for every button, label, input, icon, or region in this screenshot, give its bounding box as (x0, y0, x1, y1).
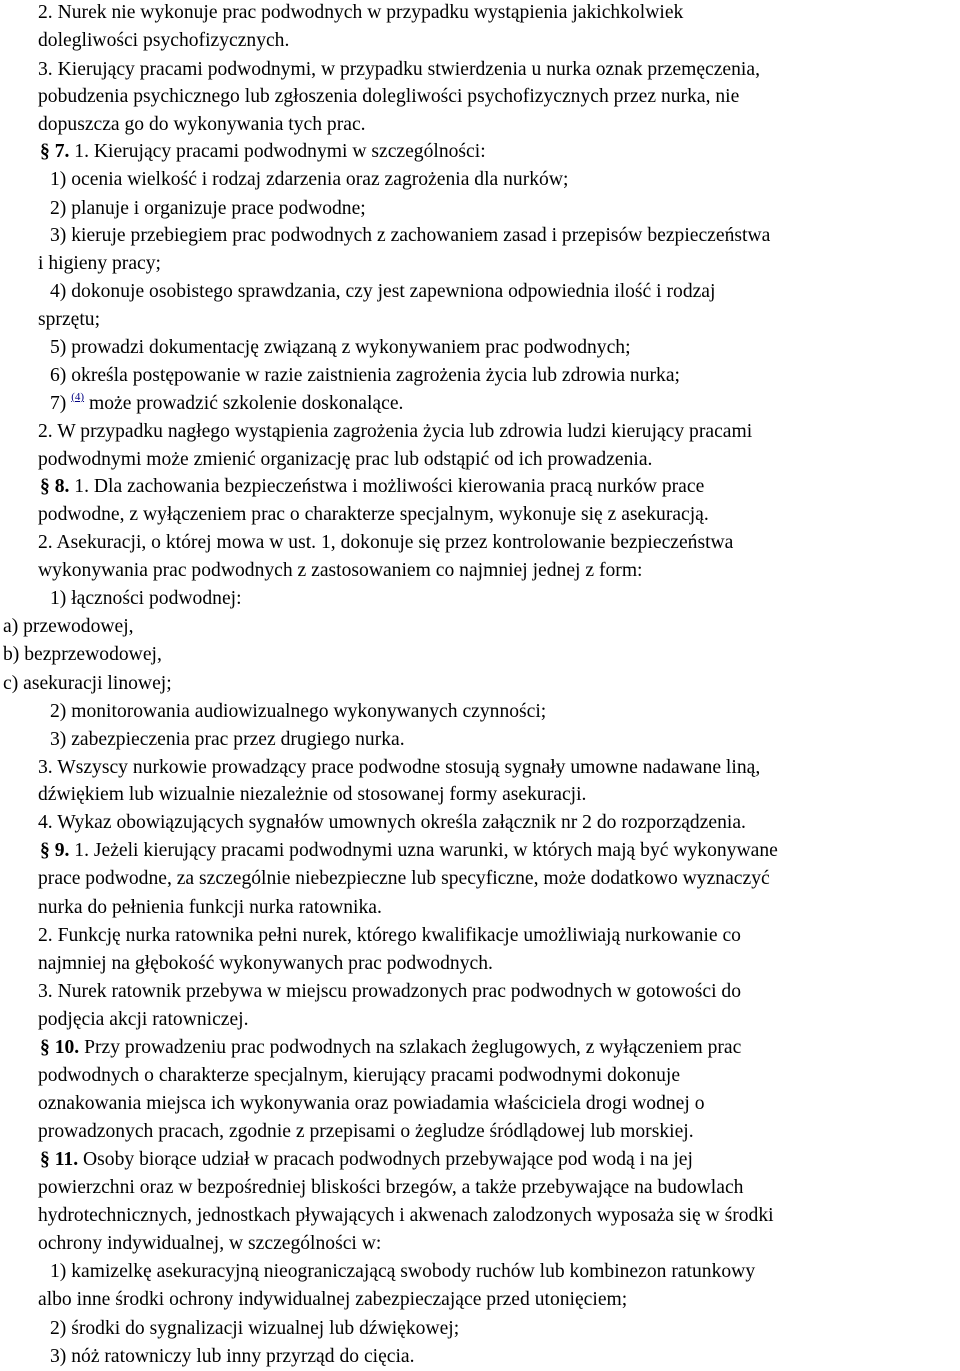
text-line (40, 1034, 741, 1062)
text-segment: 1. Dla zachowania bezpieczeństwa i możliwości kierowania pracą nurków prace (74, 476, 705, 497)
text-line (38, 1174, 743, 1202)
text-line (38, 865, 770, 893)
text-segment: hydrotechnicznych, jednostkach pływających i akwenach zalodzonych wyposaża się w środki (38, 1205, 774, 1226)
text-line (38, 978, 741, 1006)
text-segment: 1) kamizelkę asekuracyjną nieograniczającą swobody ruchów lub kombinezon ratunkowy (50, 1261, 756, 1282)
text-segment: 2) monitorowania audiowizualnego wykonywanych czynności; (50, 701, 547, 722)
text-segment: dolegliwości psychofizycznych. (38, 30, 290, 51)
text-segment: wykonywania prac podwodnych z zastosowaniem co najmniej jednej z form: (38, 560, 643, 581)
text-segment: nurka do pełnienia funkcji nurka ratownika. (38, 897, 382, 918)
text-segment: 3. Nurek ratownik przebywa w miejscu prowadzonych prac podwodnych w gotowości do (38, 981, 742, 1002)
text-segment: 1. Jeżeli kierujący pracami podwodnymi uzna warunki, w których mają być wykonywane (74, 840, 778, 861)
text-segment: pobudzenia psychicznego lub zgłoszenia dolegliwości psychofizycznych przez nurka, nie (38, 86, 740, 107)
text-line (50, 698, 546, 726)
text-segment: dopuszcza go do wykonywania tych prac. (38, 114, 366, 135)
text-line (50, 1315, 459, 1343)
text-segment: 5) prowadzi dokumentację związaną z wykonywaniem prac podwodnych; (50, 337, 631, 358)
text-segment: 2) środki do sygnalizacji wizualnej lub dźwiękowej; (50, 1318, 460, 1339)
text-line (38, 922, 741, 950)
text-segment: podjęcia akcji ratowniczej. (38, 1009, 249, 1030)
text-segment: 7) (50, 393, 72, 414)
text-segment: 4. Wykaz obowiązujących sygnałów umownych określa załącznik nr 2 do rozporządzenia. (38, 812, 746, 833)
text-line (38, 1118, 694, 1146)
text-line (38, 306, 100, 334)
text-segment: dźwiękiem lub wizualnie niezależnie od stosowanej formy asekuracji. (38, 784, 587, 805)
text-segment: albo inne środki ochrony indywidualnej zabezpieczające przed utonięciem; (38, 1289, 628, 1310)
text-line (38, 1006, 249, 1034)
text-line (38, 529, 733, 557)
text-segment: 2. W przypadku nagłego wystąpienia zagrożenia życia lub zdrowia ludzi kierujący pracami (38, 421, 753, 442)
text-segment: c) asekuracji linowej; (3, 673, 172, 694)
section-number: § 11. (40, 1149, 84, 1170)
text-segment: podwodne, z wyłączeniem prac o charakterze specjalnym, wykonuje się z asekuracją. (38, 504, 709, 525)
text-segment: 3) zabezpieczenia prac przez drugiego nurka. (50, 729, 405, 750)
text-segment: 2. Funkcję nurka ratownika pełni nurek, którego kwalifikacje umożliwiają nurkowanie co (38, 925, 741, 946)
text-segment: oznakowania miejsca ich wykonywania oraz powiadamia właściciela drogi wodnej o (38, 1093, 705, 1114)
text-line (38, 1090, 705, 1118)
text-line (38, 950, 493, 978)
text-segment: prowadzonych pracach, zgodnie z przepisami o żegludze śródlądowej lub morskiej. (38, 1121, 694, 1142)
text-segment: 1) ocenia wielkość i rodzaj zdarzenia oraz zagrożenia dla nurków; (50, 169, 569, 190)
text-segment: ochrony indywidualnej, w szczególności w: (38, 1233, 382, 1254)
text-line (38, 1062, 680, 1090)
section-number: § 8. (40, 476, 75, 497)
text-segment: może prowadzić szkolenie doskonalące. (84, 393, 404, 414)
text-segment: 4) dokonuje osobistego sprawdzania, czy jest zapewniona odpowiednia ilość i rodzaj (50, 281, 716, 302)
text-line (3, 613, 134, 641)
text-line (50, 166, 568, 194)
text-segment: prace podwodne, za szczególnie niebezpieczne lub specyficzne, może dodatkowo wyznaczyć (38, 868, 770, 889)
text-line (50, 1258, 755, 1286)
text-segment: b) bezprzewodowej, (3, 644, 162, 665)
section-number: § 7. (40, 141, 75, 162)
text-segment: 2) planuje i organizuje prace podwodne; (50, 198, 366, 219)
text-line (38, 0, 683, 27)
text-line (38, 83, 739, 111)
text-segment: 3. Wszyscy nurkowie prowadzący prace podwodne stosują sygnały umowne nadawane liną, (38, 757, 761, 778)
text-line (3, 670, 172, 698)
text-line (38, 418, 752, 446)
text-segment: a) przewodowej, (3, 616, 134, 637)
text-line (40, 138, 486, 166)
text-segment: podwodnych o charakterze specjalnym, kierujący pracami podwodnymi dokonuje (38, 1065, 681, 1086)
text-line (38, 1202, 774, 1230)
text-line (38, 27, 289, 55)
text-line (38, 1286, 627, 1314)
text-line (38, 446, 652, 474)
text-line (50, 222, 770, 250)
text-line (50, 362, 680, 390)
text-line (38, 501, 709, 529)
text-line (50, 726, 405, 754)
text-line (50, 585, 242, 613)
text-line (40, 837, 778, 865)
text-line (40, 473, 704, 501)
text-segment: Osoby biorące udział w pracach podwodnych przebywające pod wodą i na jej (83, 1149, 693, 1170)
text-line (50, 390, 403, 418)
text-segment: 1) łączności podwodnej: (50, 588, 242, 609)
text-segment: powierzchni oraz w bezpośredniej bliskości brzegów, a także przebywające na budowlach (38, 1177, 744, 1198)
footnote-link[interactable]: (4) (71, 391, 85, 403)
text-line (38, 894, 382, 922)
text-line (38, 557, 643, 585)
text-segment: Przy prowadzeniu prac podwodnych na szlakach żeglugowych, z wyłączeniem prac (84, 1037, 742, 1058)
text-line (38, 1230, 381, 1258)
text-segment: 3) nóż ratowniczy lub inny przyrząd do cięcia. (50, 1346, 415, 1367)
text-line (38, 754, 760, 782)
text-segment: 2. Asekuracji, o której mowa w ust. 1, dokonuje się przez kontrolowanie bezpieczeństwa (38, 532, 734, 553)
text-line (40, 1146, 693, 1174)
text-line (50, 278, 715, 306)
text-line (38, 111, 366, 139)
text-segment: 6) określa postępowanie w razie zaistnienia zagrożenia życia lub zdrowia nurka; (50, 365, 680, 386)
text-segment: 3) kieruje przebiegiem prac podwodnych z zachowaniem zasad i przepisów bezpieczeństwa (50, 225, 771, 246)
text-line (38, 781, 586, 809)
text-segment: 3. Kierujący pracami podwodnymi, w przypadku stwierdzenia u nurka oznak przemęczenia, (38, 59, 760, 80)
text-line (38, 809, 746, 837)
text-line (38, 56, 760, 84)
section-number: § 10. (40, 1037, 85, 1058)
text-line (50, 334, 631, 362)
text-line (38, 250, 161, 278)
text-line (50, 1343, 415, 1371)
text-segment: 2. Nurek nie wykonuje prac podwodnych w przypadku wystąpienia jakichkolwiek (38, 2, 684, 23)
text-segment: najmniej na głębokość wykonywanych prac podwodnych. (38, 953, 493, 974)
text-segment: i higieny pracy; (38, 253, 161, 274)
text-line (3, 641, 162, 669)
section-number: § 9. (40, 840, 75, 861)
text-segment: podwodnymi może zmienić organizację prac lub odstąpić od ich prowadzenia. (38, 449, 653, 470)
text-line (50, 195, 366, 223)
text-segment: sprzętu; (38, 309, 101, 330)
text-segment: 1. Kierujący pracami podwodnymi w szczególności: (74, 141, 486, 162)
